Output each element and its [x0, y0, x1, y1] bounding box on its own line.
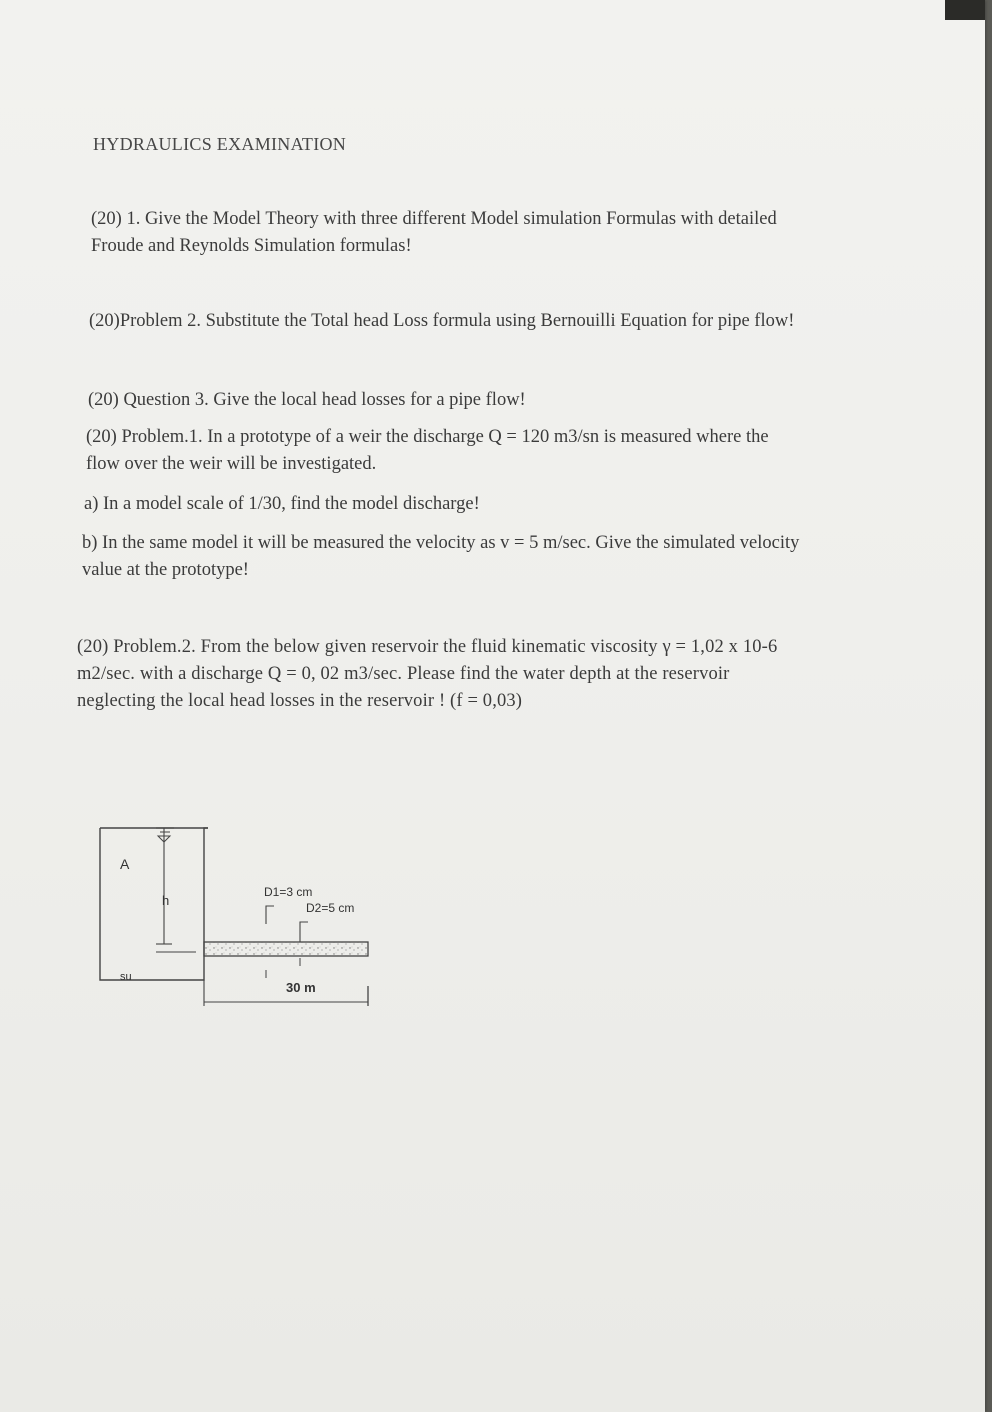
question-3-line: (20) Question 3. Give the local head losses for a pipe flow! [88, 390, 526, 410]
question-1 [91, 206, 777, 260]
problem-1-part-a: a) In a model scale of 1/30, find the model discharge! [84, 494, 480, 514]
problem-2 [77, 634, 777, 715]
label-d1: D1=3 cm [264, 885, 313, 899]
pipe [204, 942, 368, 956]
problem-1-part-b-line: value at the prototype! [82, 560, 249, 580]
reservoir-outline [100, 828, 208, 980]
d1-pointer [266, 906, 274, 924]
problem-1-line: (20) Problem.1. In a prototype of a weir the discharge Q = 120 m3/sn is measured where the [86, 427, 769, 447]
problem-1-part-b [82, 530, 799, 584]
background-corner [945, 0, 985, 20]
label-d2: D2=5 cm [306, 901, 355, 915]
label-h: h [162, 893, 170, 908]
d2-pointer [300, 922, 308, 942]
question-2-line: (20)Problem 2. Substitute the Total head Loss formula using Bernouilli Equation for pipe flow! [89, 311, 795, 331]
problem-1-line: flow over the weir will be investigated. [86, 454, 377, 474]
label-length: 30 m [286, 980, 316, 995]
problem-1 [86, 424, 769, 478]
problem-1-part-b-line: b) In the same model it will be measured the velocity as v = 5 m/sec. Give the simulated velocity [82, 533, 800, 553]
question-1-line: (20) 1. Give the Model Theory with three different Model simulation Formulas with detailed [91, 209, 777, 229]
problem-2-line: m2/sec. with a discharge Q = 0, 02 m3/sec. Please find the water depth at the reservoir [77, 664, 730, 684]
question-3 [88, 387, 526, 414]
question-2 [89, 308, 794, 335]
exam-title: HYDRAULICS EXAMINATION [93, 134, 347, 154]
question-1-line: Froude and Reynolds Simulation formulas! [91, 236, 412, 256]
label-a: A [120, 856, 130, 872]
problem-2-line: neglecting the local head losses in the reservoir ! (f = 0,03) [77, 691, 523, 711]
label-su: su [120, 971, 132, 983]
reservoir-diagram [92, 820, 392, 1020]
problem-2-line: (20) Problem.2. From the below given reservoir the fluid kinematic viscosity γ = 1,02 x 10-6 [77, 637, 778, 657]
